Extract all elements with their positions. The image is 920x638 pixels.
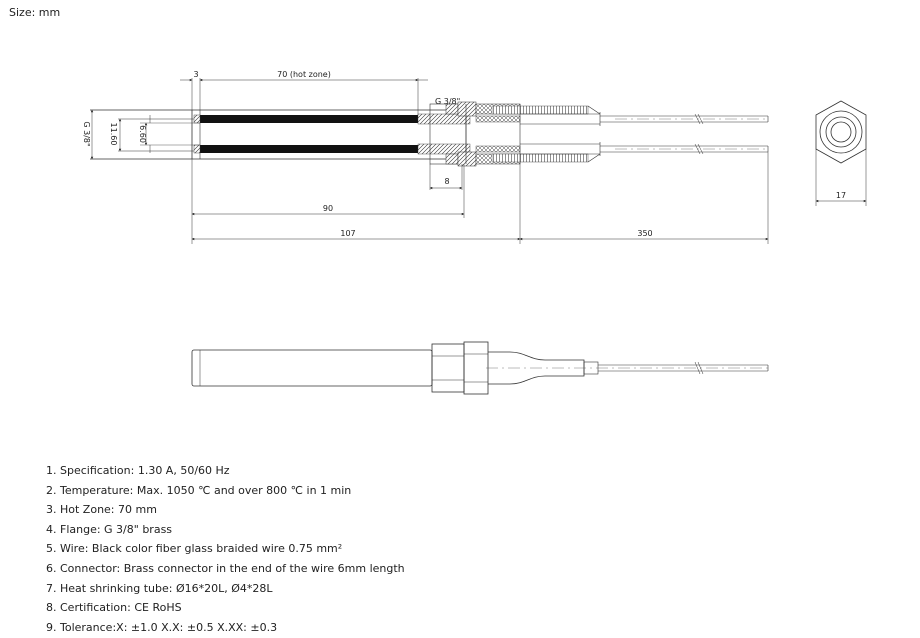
gap-dimension-label: 3 (193, 70, 199, 79)
external-view (192, 342, 768, 394)
hex-end-view (816, 101, 866, 206)
spec-item: 5. Wire: Black color fiber glass braided wire 0.75 mm² (46, 542, 343, 556)
hot-zone-bar-bottom (200, 145, 418, 153)
flange-length-label: 8 (444, 177, 450, 186)
dimension-107-350 (192, 152, 768, 244)
spec-item: 4. Flange: G 3/8" brass (46, 522, 173, 536)
spec-item: 6. Connector: Brass connector in the end of the wire 6mm length (46, 561, 405, 575)
spec-item: 7. Heat shrinking tube: Ø16*20L, Ø4*28L (46, 581, 273, 595)
size-unit-label: Size: mm (9, 6, 61, 19)
dimension-diameters (82, 110, 200, 159)
spec-item: 1. Specification: 1.30 A, 50/60 Hz (46, 464, 230, 477)
spec-item: 9. Tolerance:X: ±1.0 X.X: ±0.5 X.XX: ±0.3 (46, 620, 278, 634)
thread-label: G 3/8" (435, 97, 461, 106)
hot-zone-bar-top (200, 115, 418, 123)
spec-item: 2. Temperature: Max. 1050 ℃ and over 800 ℃ in 1 min (46, 483, 352, 497)
hot-zone-dimension-label: 70 (hot zone) (277, 70, 331, 79)
dimension-hot-zone (180, 70, 428, 115)
length-107-label: 107 (340, 229, 356, 238)
wire-length-label: 350 (637, 229, 653, 238)
section-view (90, 102, 768, 166)
dimension-flange-length (430, 164, 462, 190)
spec-item: 8. Certification: CE RoHS (46, 601, 182, 615)
thread-vertical-label: G 3/8" (82, 121, 91, 147)
dimension-90 (192, 159, 464, 244)
spec-item: 3. Hot Zone: 70 mm (46, 503, 157, 517)
outer-diameter-label: 11.60 (109, 122, 118, 146)
length-90-label: 90 (322, 204, 334, 213)
specification-list (46, 461, 405, 637)
hex-width-label: 17 (835, 191, 847, 200)
inner-diameter-label: 6.60 (138, 125, 147, 143)
